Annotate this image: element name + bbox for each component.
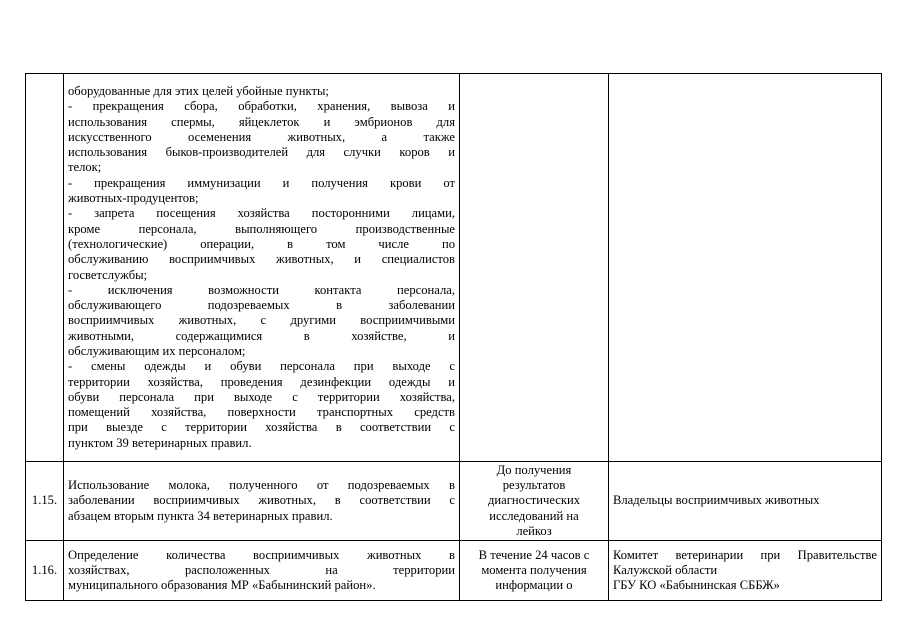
text-line: муниципального образования МР «Бабынинский район».: [68, 578, 376, 593]
text-line: - смены одежды и обуви персонала при выходе с: [68, 359, 455, 374]
text-line: Определение количества восприимчивых животных в: [68, 547, 455, 562]
measure-lines: [68, 548, 455, 594]
text-line: - исключения возможности контакта персонала,: [68, 282, 455, 297]
text-line: госветслужбы;: [68, 267, 148, 282]
term-cell: [460, 462, 609, 541]
text-line: абзацем вторым пункта 34 ветеринарных правил.: [68, 508, 333, 523]
text-line: До получения: [496, 462, 572, 477]
responsible-lines: [613, 548, 877, 594]
text-line: В течение 24 часов с: [478, 547, 590, 562]
measure-text: [64, 74, 460, 462]
text-line: результатов: [502, 478, 566, 493]
text-line: информации о: [495, 578, 573, 593]
term-cell: [460, 541, 609, 601]
row-number: 1.15.: [26, 462, 64, 541]
text-line: пунктом 39 ветеринарных правил.: [68, 435, 252, 450]
measures-table: [25, 73, 882, 601]
text-line: помещений хозяйства, поверхности транспортных средств: [68, 405, 455, 420]
measure-text: [64, 541, 460, 601]
text-line: восприимчивых животных, с другими восприимчивыми: [68, 313, 455, 328]
table-row: [26, 74, 882, 462]
responsible-cell: [609, 462, 882, 541]
text-line: обслуживающего подозреваемых в заболевании: [68, 298, 455, 313]
responsible-cell: [609, 74, 882, 462]
measure-lines: [68, 478, 455, 524]
text-line: телок;: [68, 160, 102, 175]
text-line: территории хозяйства, проведения дезинфекции одежды и: [68, 374, 455, 389]
text-line: обуви персонала при выходе с территории хозяйства,: [68, 389, 455, 404]
text-line: животными, содержащимися в хозяйстве, и: [68, 328, 455, 343]
row-number: 1.16.: [26, 541, 64, 601]
measure-text: [64, 462, 460, 541]
table-row: [26, 462, 882, 541]
measure-lines: [68, 84, 455, 451]
text-line: - прекращения сбора, обработки, хранения, вывоза и: [68, 99, 455, 114]
text-line: лейкоз: [516, 523, 552, 538]
text-line: Использование молока, полученного от подозреваемых в: [68, 478, 455, 493]
text-line: заболевании восприимчивых животных, в соответствии с: [68, 493, 455, 508]
text-line: оборудованные для этих целей убойные пункты;: [68, 83, 329, 98]
text-line: Владельцы восприимчивых животных: [613, 493, 820, 508]
text-line: Калужской области: [613, 562, 718, 577]
text-line: хозяйствах, расположенных на территории: [68, 562, 455, 577]
text-line: обслуживанию восприимчивых животных, и специалистов: [68, 252, 455, 267]
row-number: [26, 74, 64, 462]
responsible-lines: [613, 493, 877, 508]
text-line: ГБУ КО «Бабынинская СББЖ»: [613, 578, 780, 593]
text-line: - запрета посещения хозяйства посторонними лицами,: [68, 206, 455, 221]
text-line: исследований на: [489, 508, 579, 523]
text-line: животных-продуцентов;: [68, 191, 199, 206]
term-cell: [460, 74, 609, 462]
text-line: кроме персонала, выполняющего производственные: [68, 221, 455, 236]
term-lines: [464, 548, 604, 594]
text-line: момента получения: [481, 562, 587, 577]
text-line: Комитет ветеринарии при Правительстве: [613, 547, 877, 562]
table-row: [26, 541, 882, 601]
text-line: (технологические) операции, в том числе по: [68, 236, 455, 251]
text-line: - прекращения иммунизации и получения крови от: [68, 175, 455, 190]
text-line: обслуживающим их персоналом;: [68, 343, 246, 358]
responsible-cell: [609, 541, 882, 601]
text-line: использования быков-производителей для случки коров и: [68, 145, 455, 160]
term-lines: [464, 463, 604, 539]
text-line: при выезде с территории хозяйства в соответствии с: [68, 420, 455, 435]
text-line: искусственного осеменения животных, а также: [68, 129, 455, 144]
text-line: диагностических: [487, 493, 581, 508]
text-line: использования спермы, яйцеклеток и эмбрионов для: [68, 114, 455, 129]
